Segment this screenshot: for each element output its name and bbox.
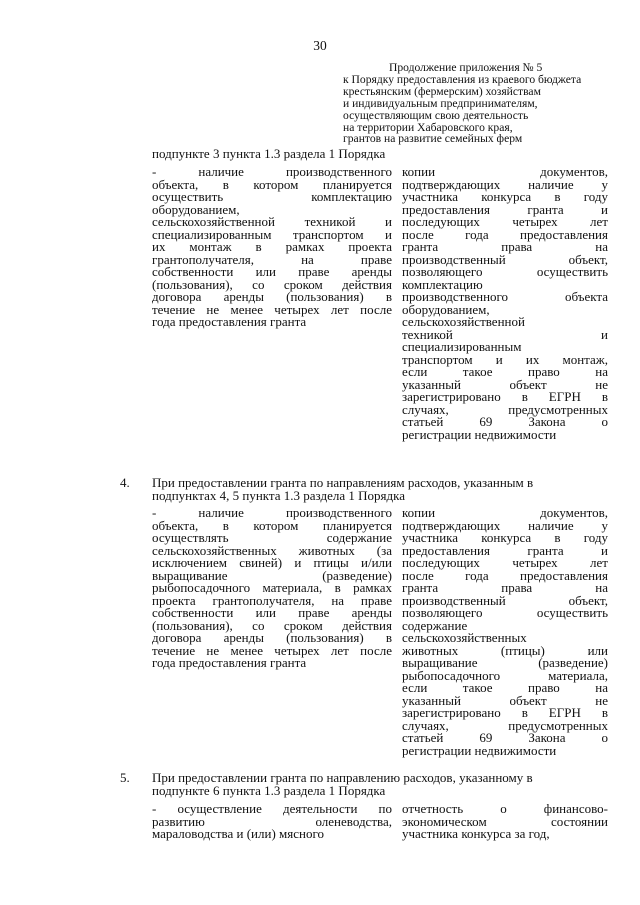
cell-line: после года предоставления xyxy=(402,226,608,242)
cell-line: техникой и xyxy=(402,326,608,342)
appendix-title: Продолжение приложения № 5 xyxy=(389,61,543,74)
cell-line: позволяющего осуществить xyxy=(402,605,608,620)
cell-line: подтверждающих наличие у xyxy=(402,517,608,533)
row3-right-cell xyxy=(402,166,608,441)
cell-line: - наличие производственного xyxy=(152,164,392,179)
cell-line: статьей 69 Закона о xyxy=(402,730,608,745)
cell-line: отчетность о финансово- xyxy=(402,801,608,816)
item4-right-cell xyxy=(402,507,608,757)
item-number-4: 4. xyxy=(120,475,130,490)
header-line: к Порядку предоставления из краевого бюджета xyxy=(343,72,582,86)
cell-line: если такое право на xyxy=(402,364,608,379)
cell-line: развитию оленеводства, xyxy=(152,813,392,829)
cell-line: договора аренды (пользования) в xyxy=(152,289,392,304)
cell-line: случаях, предусмотренных xyxy=(402,401,608,417)
cell-line: транспортом и их монтаж, xyxy=(402,351,608,367)
item5-heading xyxy=(152,772,608,797)
cell-line: последующих четырех лет xyxy=(402,555,608,570)
cell-line: осуществить комплектацию xyxy=(152,189,392,204)
header-line: на территории Хабаровского края, xyxy=(343,120,513,134)
cell-line: сельскохозяйственных животных (за xyxy=(152,542,392,558)
item4-left-cell xyxy=(152,507,392,670)
header-line: грантов на развитие семейных ферм xyxy=(343,132,523,146)
cell-line: экономическом состоянии xyxy=(402,813,608,829)
cell-line: предоставления гранта и xyxy=(402,542,608,558)
header-line: осуществляющим свою деятельность xyxy=(343,108,529,122)
heading-line: подпунктах 4, 5 пункта 1.3 раздела 1 Порядка xyxy=(152,487,405,503)
cell-line: статьей 69 Закона о xyxy=(402,414,608,429)
cell-line: регистрации недвижимости xyxy=(402,426,557,442)
cell-line: позволяющего осуществить xyxy=(402,264,608,279)
appendix-subtitle xyxy=(343,74,605,145)
cell-line: - наличие производственного xyxy=(152,505,392,520)
heading-line: При предоставлении гранта по направлениям расходов, указанным в xyxy=(152,475,534,490)
item5-left-cell xyxy=(152,803,392,841)
cell-line: мараловодства и (или) мясного xyxy=(152,826,324,841)
cell-line: гранта права на xyxy=(402,580,608,595)
cell-line: исключением свиней) и птицы и/или xyxy=(152,555,392,570)
cell-line: копии документов, xyxy=(402,505,608,520)
cell-line: объекта, в котором планируется xyxy=(152,517,392,533)
item5-right-cell xyxy=(402,803,608,841)
cell-line: года предоставления гранта xyxy=(152,314,307,329)
cell-line: рыбопосадочного материала, xyxy=(402,667,608,683)
cell-line: выращивание (разведение) xyxy=(152,567,392,583)
cell-line: предоставления гранта и xyxy=(402,201,608,217)
cell-line: указанный объект не xyxy=(402,376,608,392)
cell-line: животных (птицы) или xyxy=(402,642,608,658)
cell-line: осуществлять содержание xyxy=(152,530,392,545)
cell-line: специализированным транспортом и xyxy=(152,226,392,242)
item4-heading xyxy=(152,477,608,502)
cell-line: оборудованием, xyxy=(152,201,240,217)
item-number-5: 5. xyxy=(120,770,130,785)
row3-left-cell xyxy=(152,166,392,329)
heading-line: При предоставлении гранта по направлению расходов, указанному в xyxy=(152,770,533,785)
cell-line: копии документов, xyxy=(402,164,608,179)
cell-line: зарегистрировано в ЕГРН в xyxy=(402,389,608,404)
cell-line: (пользования), со сроком действия xyxy=(152,276,392,292)
cell-line: сельскохозяйственной xyxy=(402,314,525,329)
cell-line: проекта грантополучателя, на праве xyxy=(152,592,392,608)
cell-line: производственный объект, xyxy=(402,592,608,608)
cell-line: после года предоставления xyxy=(402,567,608,583)
cell-line: участника конкурса в году xyxy=(402,189,608,204)
cell-line: комплектацию xyxy=(402,276,483,292)
cell-line: рыбопосадочного материала, в рамках xyxy=(152,580,392,595)
cell-line: специализированным xyxy=(402,339,522,354)
cell-line: участника конкурса в году xyxy=(402,530,608,545)
cell-line: случаях, предусмотренных xyxy=(402,717,608,733)
cell-line: участника конкурса за год, xyxy=(402,826,550,841)
page-number: 30 xyxy=(313,38,327,53)
cell-line: подтверждающих наличие у xyxy=(402,176,608,192)
cell-line: содержание xyxy=(402,617,468,633)
cell-line: - осуществление деятельности по xyxy=(152,801,392,816)
header-line: и индивидуальным предпринимателям, xyxy=(343,96,538,110)
cell-line: (пользования), со сроком действия xyxy=(152,617,392,633)
header-line: крестьянским (фермерским) хозяйствам xyxy=(343,84,541,98)
cell-line: регистрации недвижимости xyxy=(402,742,557,758)
continuation-line: подпункте 3 пункта 1.3 раздела 1 Порядка xyxy=(152,146,386,161)
cell-line: течение не менее четырех лет после xyxy=(152,642,392,658)
appendix-header xyxy=(343,62,605,145)
cell-line: течение не менее четырех лет после xyxy=(152,301,392,317)
cell-line: их монтаж в рамках проекта xyxy=(152,239,392,254)
cell-line: сельскохозяйственных xyxy=(402,630,527,645)
cell-line: последующих четырех лет xyxy=(402,214,608,229)
cell-line: договора аренды (пользования) в xyxy=(152,630,392,645)
cell-line: сельскохозяйственной техникой и xyxy=(152,214,392,229)
cell-line: грантополучателя, на праве xyxy=(152,251,392,267)
cell-line: выращивание (разведение) xyxy=(402,655,608,670)
cell-line: зарегистрировано в ЕГРН в xyxy=(402,705,608,720)
cell-line: указанный объект не xyxy=(402,692,608,708)
cell-line: производственного объекта xyxy=(402,289,608,304)
cell-line: года предоставления гранта xyxy=(152,655,307,670)
cell-line: если такое право на xyxy=(402,680,608,695)
cell-line: оборудованием, xyxy=(402,301,490,317)
heading-line: подпункте 6 пункта 1.3 раздела 1 Порядка xyxy=(152,782,386,798)
cell-line: производственный объект, xyxy=(402,251,608,267)
cell-line: гранта права на xyxy=(402,239,608,254)
cell-line: объекта, в котором планируется xyxy=(152,176,392,192)
cell-line: собственности или праве аренды xyxy=(152,605,392,620)
cell-line: собственности или праве аренды xyxy=(152,264,392,279)
